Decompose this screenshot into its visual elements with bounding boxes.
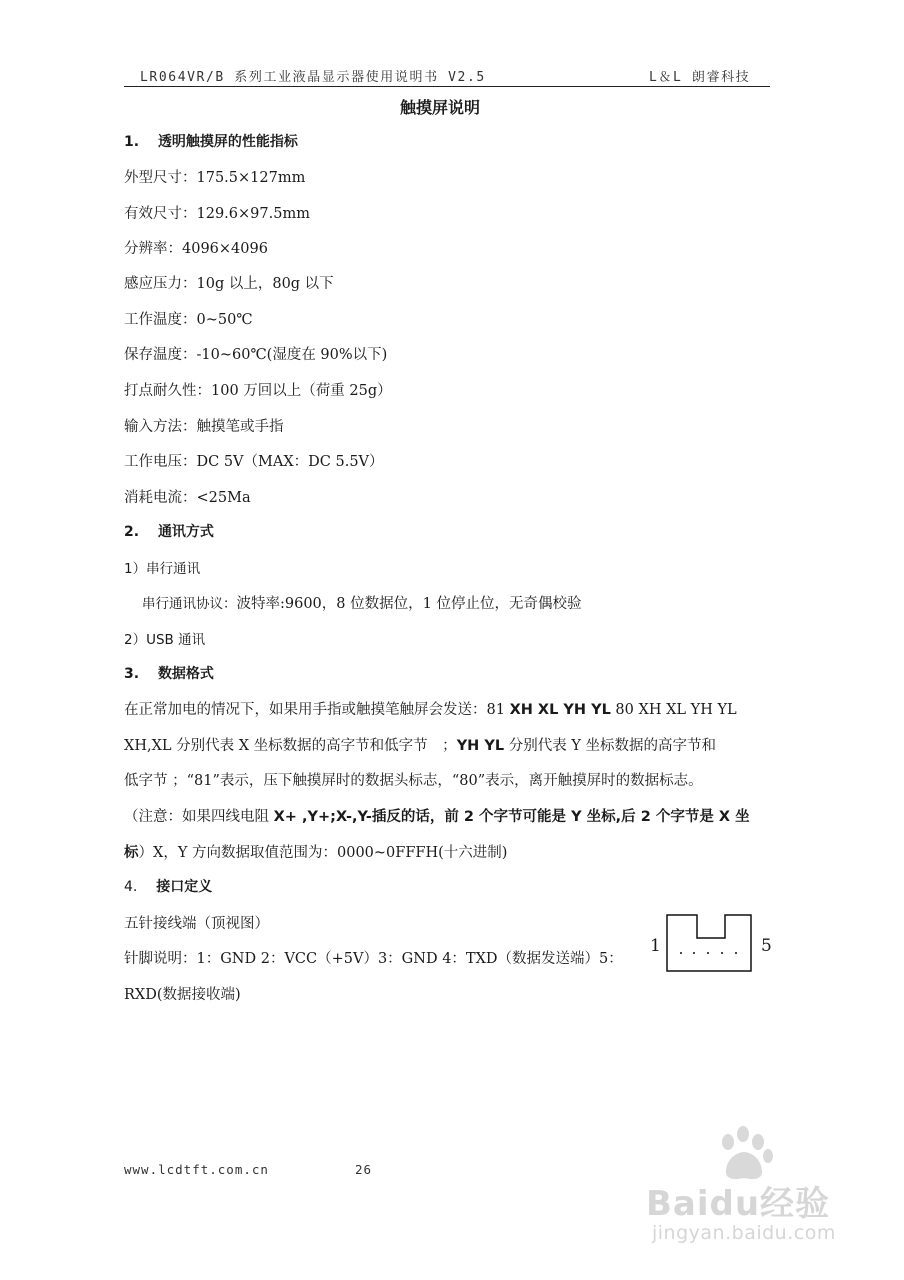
section-1-number: 1. — [124, 134, 140, 150]
page-title: 触摸屏说明 — [400, 98, 481, 117]
connector-outline — [667, 915, 751, 971]
format-line-2 — [124, 734, 716, 755]
format-bold: YH YL — [456, 738, 505, 754]
section-3-title: 数据格式 — [157, 666, 214, 682]
pin-dot — [721, 952, 723, 954]
format-bold: X+ ,Y+;X-,Y-插反的话，前 2 个字节可能是 Y 坐标,后 2 个字节是 X 坐 — [273, 809, 750, 825]
format-text: 分别代表 Y 坐标数据的高字节和 — [504, 738, 717, 754]
format-line-1 — [124, 698, 737, 719]
spec-item: 工作温度：0~50℃ — [124, 312, 253, 328]
format-line-3: 低字节 ；“81”表示，压下触摸屏时的数据头标志，“80”表示，离开触摸屏时的数据标志。 — [124, 773, 703, 789]
pin-dot — [680, 952, 682, 954]
header-document-title: LR064VR/B 系列工业液晶显示器使用说明书 V2.5 — [140, 70, 486, 85]
spec-item: 打点耐久性：100 万回以上（荷重 25g） — [124, 383, 392, 399]
spec-item: 分辨率：4096×4096 — [124, 241, 268, 257]
format-text: 在正常加电的情况下，如果用手指或触摸笔触屏会发送：81 — [124, 702, 510, 718]
spec-item: 输入方法：触摸笔或手指 — [124, 419, 284, 435]
pin-5-label: 5 — [761, 936, 772, 956]
section-2-title: 通讯方式 — [157, 524, 214, 540]
watermark-url: jingyan.baidu.com — [652, 1222, 836, 1244]
spec-item: 有效尺寸：129.6×97.5mm — [124, 206, 310, 222]
pin-dot — [693, 952, 695, 954]
format-bold: XH XL YH YL — [509, 702, 611, 718]
spec-item: 感应压力：10g 以上，80g 以下 — [124, 276, 334, 292]
protocol-value: 波特率:9600，8 位数据位，1 位停止位，无奇偶校验 — [236, 596, 582, 612]
format-line-5 — [124, 841, 507, 862]
connector-diagram — [666, 914, 752, 972]
section-1-title: 透明触摸屏的性能指标 — [157, 134, 298, 150]
page-number: 26 — [355, 1162, 373, 1177]
format-bold: 标 — [124, 845, 139, 861]
spec-item: 保存温度：-10~60℃(湿度在 90%以下) — [124, 347, 388, 363]
pin-description-line-1: 针脚说明：1：GND 2：VCC（+5V）3：GND 4：TXD（数据发送端）5： — [124, 951, 623, 967]
section-4-heading — [124, 876, 212, 896]
section-3-heading — [124, 663, 214, 683]
format-line-4 — [124, 805, 750, 826]
pin-description-line-2: RXD(数据接收端) — [124, 987, 241, 1003]
footer-url: www.lcdtft.com.cn — [124, 1162, 269, 1177]
spec-item: 消耗电流：<25Ma — [124, 490, 251, 506]
format-text: 80 XH XL YH YL — [610, 702, 737, 718]
header-rule — [124, 86, 770, 87]
section-2-heading — [124, 521, 214, 541]
protocol-label: 串行通讯协议： — [142, 596, 237, 612]
section-2-number: 2. — [124, 524, 140, 540]
format-text: （注意：如果四线电阻 — [124, 809, 274, 825]
section-4-title: 接口定义 — [156, 879, 213, 895]
watermark-brand: Baidu经验 — [646, 1184, 831, 1224]
format-text: XH,XL 分别代表 X 坐标数据的高字节和低字节 ； — [124, 738, 457, 754]
spec-item: 外型尺寸：175.5×127mm — [124, 170, 306, 186]
serial-protocol — [142, 592, 581, 613]
serial-label: 1）串行通讯 — [124, 561, 201, 577]
terminal-label: 五针接线端（顶视图） — [124, 916, 269, 932]
section-3-number: 3. — [124, 666, 140, 682]
pin-1-label: 1 — [650, 936, 661, 956]
spec-item: 工作电压：DC 5V（MAX：DC 5.5V） — [124, 454, 384, 470]
format-text: ）X，Y 方向数据取值范围为：0000~0FFFH(十六进制) — [138, 845, 508, 861]
paw-icon — [712, 1124, 776, 1184]
pin-dot — [735, 952, 737, 954]
section-4-number: 4. — [124, 879, 138, 895]
pin-dot — [707, 952, 709, 954]
header-company: L＆L 朗睿科技 — [649, 70, 751, 85]
section-1-heading — [124, 131, 298, 151]
usb-label: 2）USB 通讯 — [124, 632, 206, 648]
